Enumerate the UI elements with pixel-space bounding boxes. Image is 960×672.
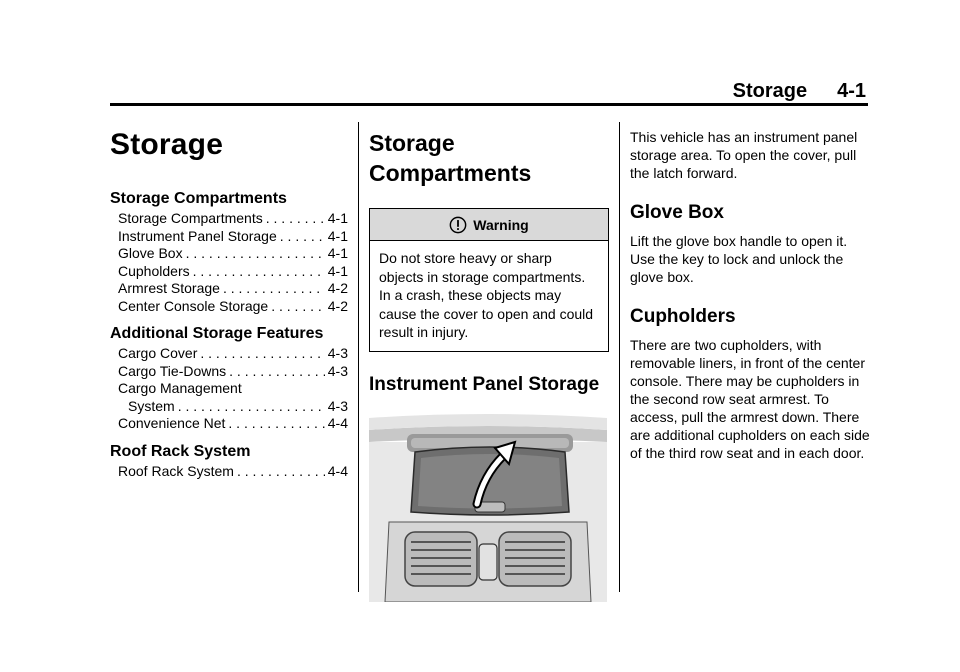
warning-label: Warning bbox=[473, 216, 529, 233]
toc-leader-dots bbox=[280, 228, 325, 246]
toc-list bbox=[110, 190, 348, 480]
section-title bbox=[369, 128, 609, 188]
toc-column bbox=[110, 120, 348, 490]
toc-entry-page: 4-2 bbox=[327, 297, 348, 314]
toc-entry-label: Armrest Storage bbox=[118, 280, 220, 296]
cupholders-heading: Cupholders bbox=[630, 306, 736, 327]
toc-leader-dots bbox=[178, 398, 325, 416]
instrument-panel-heading: Instrument Panel Storage bbox=[369, 373, 600, 395]
toc-entry-page: 4-4 bbox=[327, 462, 348, 479]
instrument-panel-text: This vehicle has an instrument panel storage area. To open the cover, pull the latch forward. bbox=[630, 129, 858, 181]
toc-section bbox=[110, 190, 348, 315]
toc-leader-dots bbox=[200, 345, 324, 363]
warning-triangle-icon bbox=[449, 216, 467, 234]
toc-entry-page: 4-1 bbox=[327, 210, 348, 226]
toc-entry-label: Storage Compartments bbox=[118, 210, 263, 226]
toc-entry-label: Glove Box bbox=[118, 245, 183, 261]
toc-entry-page: 4-1 bbox=[327, 262, 348, 279]
toc-entry[interactable] bbox=[110, 363, 348, 381]
column-divider bbox=[358, 122, 359, 592]
toc-entry-page: 4-2 bbox=[327, 280, 348, 296]
section-title-line1: Storage bbox=[369, 130, 455, 156]
toc-entry[interactable] bbox=[110, 380, 348, 415]
middle-column bbox=[369, 120, 609, 607]
toc-entry[interactable] bbox=[110, 210, 348, 228]
toc-entry-label: Roof Rack System bbox=[118, 462, 234, 479]
toc-entry[interactable] bbox=[110, 228, 348, 246]
toc-leader-dots bbox=[237, 463, 325, 481]
toc-entry[interactable] bbox=[110, 345, 348, 363]
header-rule bbox=[110, 103, 868, 106]
right-column bbox=[630, 120, 870, 482]
toc-entry-page: 4-3 bbox=[327, 362, 348, 379]
cupholders-text: There are two cupholders, with removable liners, in front of the center console. There may be cupholders in the second row seat armrest. To access, pull the armrest down. There are additional cupholders on each side of the third row seat and in each door. bbox=[630, 337, 870, 461]
glove-box-heading: Glove Box bbox=[630, 202, 724, 223]
toc-entry-page: 4-1 bbox=[327, 227, 348, 244]
toc-leader-dots bbox=[271, 298, 325, 316]
toc-section bbox=[110, 443, 348, 481]
chapter-title: Storage bbox=[110, 128, 224, 161]
toc-entry-page: 4-4 bbox=[327, 415, 348, 431]
toc-entry[interactable] bbox=[110, 415, 348, 433]
toc-leader-dots bbox=[266, 210, 325, 228]
toc-leader-dots bbox=[223, 280, 325, 298]
toc-entry-label: Cargo Tie-Downs bbox=[118, 362, 227, 379]
header-page-number: 4-1 bbox=[837, 80, 866, 102]
toc-entry-label: Convenience Net bbox=[118, 415, 226, 431]
glove-box-text: Lift the glove box handle to open it. Use the key to lock and unlock the glove box. bbox=[630, 233, 848, 285]
warning-header bbox=[370, 209, 608, 241]
toc-entry-page: 4-3 bbox=[327, 397, 348, 414]
header-section: Storage bbox=[732, 80, 808, 102]
warning-text: Do not store heavy or sharp objects in storage compartments. In a crash, these objects may cause the cover to open and could result in injury. bbox=[379, 250, 594, 340]
toc-leader-dots bbox=[229, 363, 325, 381]
toc-entry-label: Cargo Cover bbox=[118, 345, 198, 361]
toc-entry[interactable] bbox=[110, 463, 348, 481]
toc-entry-label: Cupholders bbox=[118, 262, 190, 279]
toc-entry[interactable] bbox=[110, 280, 348, 298]
toc-heading: Roof Rack System bbox=[110, 442, 251, 460]
toc-entry-label: Center Console Storage bbox=[118, 297, 269, 314]
page-header bbox=[110, 80, 866, 102]
warning-box bbox=[369, 208, 609, 352]
toc-entry-label: Instrument Panel Storage bbox=[118, 227, 277, 244]
toc-entry[interactable] bbox=[110, 298, 348, 316]
toc-section bbox=[110, 325, 348, 433]
toc-entry-label-continued: System bbox=[128, 397, 175, 414]
toc-entry-page: 4-3 bbox=[327, 345, 348, 361]
toc-entry-label: Cargo Management bbox=[118, 380, 242, 396]
toc-heading: Storage Compartments bbox=[110, 190, 287, 207]
instrument-panel-illustration bbox=[369, 408, 607, 602]
toc-leader-dots bbox=[193, 263, 325, 281]
toc-entry[interactable] bbox=[110, 245, 348, 263]
toc-heading: Additional Storage Features bbox=[110, 325, 324, 342]
toc-entry[interactable] bbox=[110, 263, 348, 281]
toc-entry-page: 4-1 bbox=[327, 245, 348, 261]
toc-leader-dots bbox=[228, 415, 324, 433]
section-title-line2: Compartments bbox=[369, 160, 532, 186]
column-divider bbox=[619, 122, 620, 592]
toc-leader-dots bbox=[186, 245, 325, 263]
